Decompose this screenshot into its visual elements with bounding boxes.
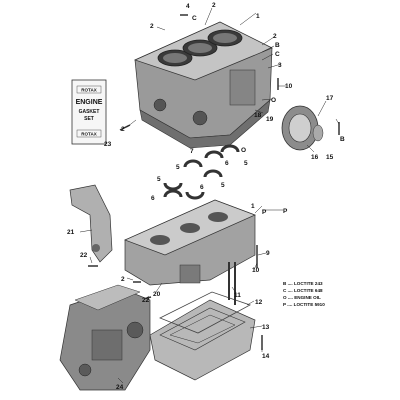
callout-19: 19 (266, 116, 274, 123)
mark-o-bearing: O (241, 147, 247, 154)
callout-22-bracket: 22 (80, 252, 88, 259)
callout-2-right-a: 2 (273, 33, 277, 40)
callout-3: 3 (278, 62, 282, 69)
callout-11: 11 (234, 292, 241, 299)
oil-pan (150, 300, 255, 380)
mark-c-top: C (192, 15, 197, 22)
callout-24: 24 (116, 384, 124, 391)
gasket-box-brand: ROTAX (81, 87, 97, 93)
upper-crankcase (135, 22, 272, 148)
legend (283, 281, 325, 307)
callout-12: 12 (255, 299, 263, 306)
callout-10-top: 10 (285, 83, 293, 90)
callout-2-lower: 2 (121, 276, 125, 283)
callout-6-c: 6 (151, 195, 155, 202)
gasket-box-footer: ROTAX (81, 131, 97, 137)
gasket-box-subtitle: GASKET (78, 109, 100, 115)
callout-7: 7 (190, 148, 194, 155)
callout-6-a: 6 (225, 160, 229, 167)
callout-5-d: 5 (157, 176, 161, 183)
callout-6-b: 6 (200, 184, 204, 191)
callout-21: 21 (67, 229, 75, 236)
callout-16: 16 (311, 154, 319, 161)
callout-1-upper-crankcase: 1 (256, 13, 260, 20)
legend-loctite-5910: P .... LOCTITE 5910 (283, 302, 325, 307)
callout-9: 9 (266, 250, 270, 257)
mark-o-right: O (271, 97, 277, 104)
callout-5-a: 5 (244, 160, 248, 167)
callout-13: 13 (262, 324, 270, 331)
callout-18: 18 (254, 112, 262, 119)
callout-15: 15 (326, 154, 334, 161)
callout-4: 4 (186, 3, 190, 10)
callout-20: 20 (153, 291, 161, 298)
gasket-box-subtitle-2: SET (84, 116, 94, 122)
callout-2-top: 2 (212, 2, 216, 9)
callout-1-lower-crankcase: 1 (251, 203, 255, 210)
callout-17: 17 (326, 95, 334, 102)
crankcase-cover-flange (282, 106, 323, 150)
engine-bracket (70, 185, 112, 262)
engine-assembly-thumbnail (60, 285, 150, 390)
callout-10-lower: 10 (252, 267, 260, 274)
callout-23: 23 (104, 141, 112, 148)
legend-loctite-243: B .... LOCTITE 243 (283, 281, 323, 286)
callout-14: 14 (262, 353, 270, 360)
callout-5-c: 5 (221, 182, 225, 189)
legend-loctite-648: C .... LOCTITE 648 (283, 288, 323, 293)
callout-22-lower: 22 (142, 297, 150, 304)
callout-5-b: 5 (176, 164, 180, 171)
mark-b-right: B (275, 42, 280, 49)
mark-b-flange: B (340, 136, 345, 143)
gasket-box-title: ENGINE (75, 99, 103, 106)
callout-2-left-top: 2 (150, 23, 154, 30)
gasket-set-box (72, 80, 106, 144)
mark-p-small: P (262, 209, 267, 216)
legend-engine-oil: O .... ENGINE OIL (283, 295, 321, 300)
mark-p-lower: P (283, 208, 288, 215)
callout-2-left-mid: 2 (121, 126, 125, 133)
mark-c-right: C (275, 51, 280, 58)
